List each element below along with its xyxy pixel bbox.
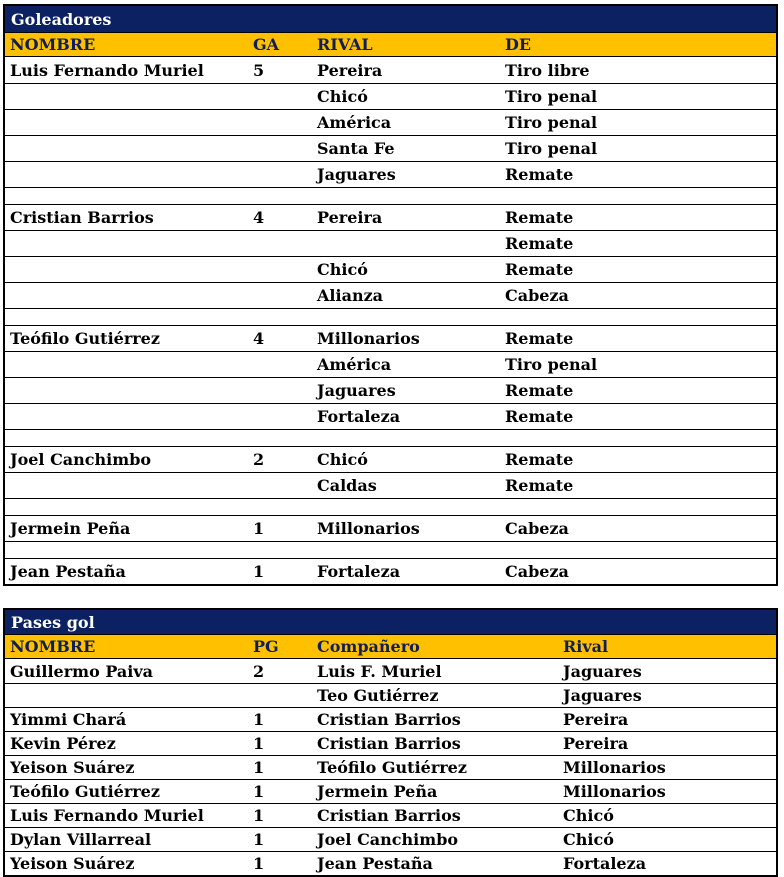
cell — [248, 84, 312, 109]
cell: Jaguares — [317, 165, 396, 184]
goleadores-rows — [5, 57, 776, 584]
table-row — [5, 377, 776, 403]
cell: 1 — [253, 782, 265, 801]
separator-row — [5, 541, 776, 558]
cell — [248, 473, 312, 498]
cell: Tiro penal — [505, 139, 598, 158]
cell — [5, 499, 248, 515]
cell: Teófilo Gutiérrez — [317, 758, 467, 777]
cell — [312, 542, 500, 558]
column-header-rival: Rival — [563, 637, 609, 656]
cell: Fortaleza — [317, 407, 401, 426]
cell: 2 — [253, 661, 265, 681]
goleadores-header-row — [5, 32, 776, 57]
cell: Cabeza — [505, 286, 569, 305]
cell — [5, 188, 248, 204]
cell: 5 — [253, 60, 265, 80]
table-row — [5, 851, 776, 875]
cell: Jean Pestaña — [317, 854, 433, 873]
cell: Remate — [505, 476, 574, 495]
cell — [5, 378, 248, 403]
table-row — [5, 230, 776, 256]
column-header-nombre: NOMBRE — [10, 35, 96, 54]
cell — [5, 473, 248, 498]
cell: Remate — [505, 208, 574, 227]
cell: Tiro penal — [505, 355, 598, 374]
cell: 4 — [253, 329, 265, 348]
cell — [5, 162, 248, 187]
cell: Luis F. Muriel — [317, 661, 442, 681]
cell: Cabeza — [505, 519, 569, 538]
table-row — [5, 707, 776, 731]
table-row — [5, 256, 776, 282]
column-header-nombre: NOMBRE — [10, 637, 96, 656]
cell: Millonarios — [563, 782, 666, 801]
cell — [500, 542, 776, 558]
cell: 1 — [253, 734, 265, 753]
cell: Joel Canchimbo — [317, 830, 459, 849]
cell — [5, 542, 248, 558]
table-title: Goleadores — [11, 9, 112, 29]
cell — [5, 684, 248, 707]
cell: Remate — [505, 260, 574, 279]
cell: Tiro libre — [505, 60, 590, 80]
cell — [5, 231, 248, 256]
cell — [500, 499, 776, 515]
cell — [248, 257, 312, 282]
column-header-rival: RIVAL — [317, 35, 373, 54]
table-row — [5, 472, 776, 498]
cell: Fortaleza — [563, 854, 647, 873]
table-row — [5, 446, 776, 472]
table-row — [5, 755, 776, 779]
cell — [500, 309, 776, 325]
cell: Teófilo Gutiérrez — [10, 329, 160, 348]
separator-row — [5, 498, 776, 515]
cell: Pereira — [563, 710, 629, 729]
table-row — [5, 403, 776, 429]
table-row — [5, 57, 776, 83]
goleadores-title-bar — [5, 6, 776, 32]
table-row — [5, 161, 776, 187]
separator-row — [5, 429, 776, 446]
cell: Chicó — [563, 830, 614, 849]
cell: Jaguares — [317, 381, 396, 400]
cell — [500, 430, 776, 446]
cell: 1 — [253, 519, 265, 538]
cell: Chicó — [317, 87, 368, 106]
cell — [5, 110, 248, 135]
separator-row — [5, 308, 776, 325]
cell: 4 — [253, 208, 265, 227]
cell: Millonarios — [317, 329, 420, 348]
cell — [248, 499, 312, 515]
cell: Jaguares — [563, 661, 642, 681]
cell: Yimmi Chará — [10, 710, 127, 729]
cell — [248, 162, 312, 187]
cell: Caldas — [317, 476, 377, 495]
table-row — [5, 731, 776, 755]
table-row — [5, 558, 776, 584]
cell: Millonarios — [563, 758, 666, 777]
table-row — [5, 827, 776, 851]
cell: Alianza — [317, 286, 384, 305]
cell: Cristian Barrios — [317, 710, 461, 729]
cell: Remate — [505, 407, 574, 426]
cell: 1 — [253, 758, 265, 777]
cell — [248, 309, 312, 325]
cell: Dylan Villarreal — [10, 830, 152, 849]
cell — [5, 283, 248, 308]
cell: Kevin Pérez — [10, 734, 116, 753]
cell — [248, 684, 312, 707]
cell: Guillermo Paiva — [10, 661, 154, 681]
pases-gol-title-bar — [5, 610, 776, 634]
cell — [248, 231, 312, 256]
table-row — [5, 351, 776, 377]
cell: Jean Pestaña — [10, 562, 126, 581]
cell — [248, 404, 312, 429]
cell: Millonarios — [317, 519, 420, 538]
cell: 1 — [253, 854, 265, 873]
cell: Pereira — [317, 60, 383, 80]
cell — [5, 404, 248, 429]
cell: 1 — [253, 710, 265, 729]
cell: 1 — [253, 562, 265, 581]
cell: Jermein Peña — [10, 519, 131, 538]
pases-gol-table — [3, 608, 778, 877]
cell: Tiro penal — [505, 87, 598, 106]
cell: Chicó — [563, 806, 614, 825]
cell: Luis Fernando Muriel — [10, 60, 204, 80]
table-row — [5, 779, 776, 803]
table-row — [5, 109, 776, 135]
cell: 1 — [253, 830, 265, 849]
cell — [312, 188, 500, 204]
table-row — [5, 325, 776, 351]
cell — [312, 231, 500, 256]
cell: Yeison Suárez — [10, 854, 135, 873]
cell: Remate — [505, 234, 574, 253]
table-row — [5, 683, 776, 707]
cell: Chicó — [317, 260, 368, 279]
table-row — [5, 135, 776, 161]
column-header-de: DE — [505, 35, 532, 54]
cell: Remate — [505, 450, 574, 469]
cell: Remate — [505, 165, 574, 184]
cell: Santa Fe — [317, 139, 395, 158]
cell — [5, 309, 248, 325]
cell — [248, 110, 312, 135]
table-title: Pases gol — [11, 612, 95, 632]
cell: América — [317, 113, 392, 132]
cell — [248, 378, 312, 403]
cell: 1 — [253, 806, 265, 825]
cell — [5, 352, 248, 377]
cell: Jaguares — [563, 686, 642, 705]
cell — [248, 188, 312, 204]
cell — [5, 257, 248, 282]
table-row — [5, 83, 776, 109]
cell: Luis Fernando Muriel — [10, 806, 204, 825]
pases-gol-rows — [5, 659, 776, 875]
table-row — [5, 282, 776, 308]
cell: Cristian Barrios — [317, 806, 461, 825]
cell: Remate — [505, 329, 574, 348]
table-row — [5, 659, 776, 683]
table-row — [5, 204, 776, 230]
cell: Remate — [505, 381, 574, 400]
cell — [248, 352, 312, 377]
cell: Jermein Peña — [317, 782, 438, 801]
cell: Tiro penal — [505, 113, 598, 132]
cell: Pereira — [317, 208, 383, 227]
cell: Cabeza — [505, 562, 569, 581]
cell: 2 — [253, 450, 265, 469]
cell — [5, 430, 248, 446]
cell: Joel Canchimbo — [10, 450, 152, 469]
column-header-pg: PG — [253, 637, 279, 656]
table-row — [5, 515, 776, 541]
cell: América — [317, 355, 392, 374]
goleadores-table — [3, 4, 778, 586]
cell — [248, 136, 312, 161]
cell: Cristian Barrios — [10, 208, 154, 227]
cell — [312, 309, 500, 325]
cell: Pereira — [563, 734, 629, 753]
cell — [248, 283, 312, 308]
cell — [500, 188, 776, 204]
pases-gol-header-row — [5, 634, 776, 659]
column-header-ga: GA — [253, 35, 280, 54]
cell — [5, 136, 248, 161]
cell — [248, 430, 312, 446]
cell — [248, 542, 312, 558]
cell: Yeison Suárez — [10, 758, 135, 777]
cell — [312, 499, 500, 515]
cell: Teófilo Gutiérrez — [10, 782, 160, 801]
cell — [5, 84, 248, 109]
cell: Cristian Barrios — [317, 734, 461, 753]
cell: Chicó — [317, 450, 368, 469]
cell: Fortaleza — [317, 562, 401, 581]
table-row — [5, 803, 776, 827]
separator-row — [5, 187, 776, 204]
cell — [312, 430, 500, 446]
column-header-companero: Compañero — [317, 637, 420, 656]
cell: Teo Gutiérrez — [317, 686, 439, 705]
